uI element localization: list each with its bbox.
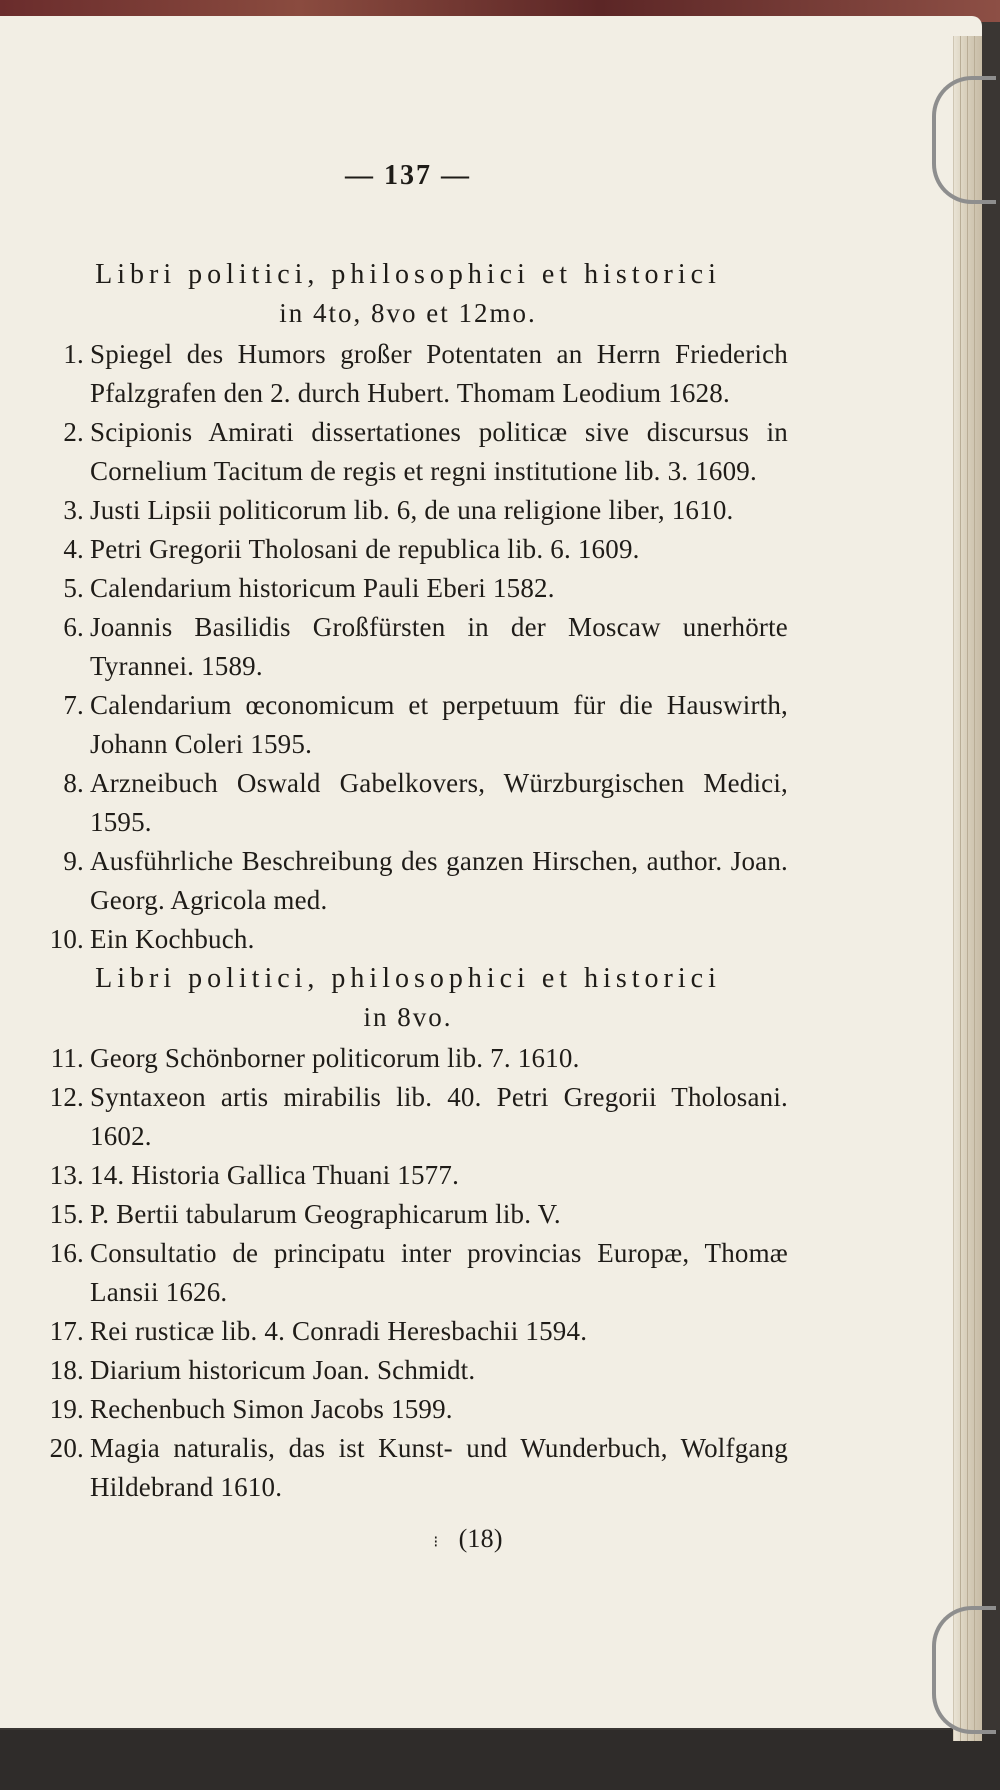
entry-number: 8. bbox=[63, 768, 84, 798]
clip-bottom-icon bbox=[932, 1606, 996, 1734]
list-item bbox=[28, 1312, 788, 1351]
section-heading: Libri politici, philosophici et historici bbox=[95, 963, 721, 994]
entry-text: Petri Gregorii Tholosani de republica lib. 6. 1609. bbox=[90, 534, 640, 564]
background-surface bbox=[0, 1730, 1000, 1790]
entry-text: P. Bertii tabularum Geographicarum lib. V. bbox=[90, 1199, 561, 1229]
entry-number: 17. bbox=[49, 1316, 84, 1346]
section-octavo bbox=[28, 959, 788, 1507]
entry-number: 7. bbox=[63, 690, 84, 720]
list-item bbox=[28, 1234, 788, 1312]
section-subheading: in 8vo. bbox=[363, 1002, 453, 1032]
entry-text: Consultatio de principatu inter provincias Europæ, Thomæ Lansii 1626. bbox=[90, 1238, 788, 1307]
book-page bbox=[0, 16, 982, 1728]
entry-number: 3. bbox=[63, 495, 84, 525]
clip-top-icon bbox=[932, 76, 996, 204]
section-quarto bbox=[28, 255, 788, 959]
entry-number: 9. bbox=[63, 846, 84, 876]
entry-number: 4. bbox=[63, 534, 84, 564]
list-item bbox=[28, 530, 788, 569]
entry-number: 13. bbox=[49, 1160, 84, 1190]
entry-text: Arzneibuch Oswald Gabelkovers, Würzburgischen Medici, 1595. bbox=[90, 768, 788, 837]
entry-number: 1. bbox=[63, 339, 84, 369]
list-item bbox=[28, 1429, 788, 1507]
entry-list bbox=[28, 1039, 788, 1507]
entry-text: Rechenbuch Simon Jacobs 1599. bbox=[90, 1394, 453, 1424]
entry-text: Scipionis Amirati dissertationes politicæ sive discursus in Cornelium Tacitum de regis et regni institutione lib. 3. 1609. bbox=[90, 417, 788, 486]
list-item bbox=[28, 1156, 788, 1195]
list-item bbox=[28, 413, 788, 491]
entry-text: Ein Kochbuch. bbox=[90, 924, 255, 954]
entry-text: Calendarium historicum Pauli Eberi 1582. bbox=[90, 573, 555, 603]
entry-text: Syntaxeon artis mirabilis lib. 40. Petri Gregorii Tholosani. 1602. bbox=[90, 1082, 788, 1151]
list-item bbox=[28, 920, 788, 959]
list-item bbox=[28, 1078, 788, 1156]
entry-number: 5. bbox=[63, 573, 84, 603]
entry-text: Justi Lipsii politicorum lib. 6, de una religione liber, 1610. bbox=[90, 495, 734, 525]
page-content bbox=[28, 156, 788, 1562]
entry-list bbox=[28, 335, 788, 959]
section-subheading: in 4to, 8vo et 12mo. bbox=[279, 298, 537, 328]
entry-number: 12. bbox=[49, 1082, 84, 1112]
entry-number: 16. bbox=[49, 1238, 84, 1268]
entry-text: Rei rusticæ lib. 4. Conradi Heresbachii 1594. bbox=[90, 1316, 588, 1346]
entry-text: Georg Schönborner politicorum lib. 7. 1610. bbox=[90, 1043, 580, 1073]
signature-mark bbox=[28, 1519, 788, 1562]
entry-text: Ausführliche Beschreibung des ganzen Hirschen, author. Joan. Georg. Agricola med. bbox=[90, 846, 788, 915]
entry-text: 14. Historia Gallica Thuani 1577. bbox=[90, 1160, 460, 1190]
entry-number: 6. bbox=[63, 612, 84, 642]
page-number: — 137 — bbox=[345, 160, 471, 191]
signature-text: (18) bbox=[458, 1524, 503, 1553]
entry-text: Joannis Basilidis Großfürsten in der Moscaw unerhörte Tyrannei. 1589. bbox=[90, 612, 788, 681]
list-item bbox=[28, 608, 788, 686]
entry-number: 2. bbox=[63, 417, 84, 447]
entry-text: Magia naturalis, das ist Kunst- und Wunderbuch, Wolfgang Hildebrand 1610. bbox=[90, 1433, 788, 1502]
ink-mark: ⁝ bbox=[433, 1534, 439, 1551]
section-heading: Libri politici, philosophici et historici bbox=[95, 259, 721, 290]
entry-number: 18. bbox=[49, 1355, 84, 1385]
list-item bbox=[28, 335, 788, 413]
list-item bbox=[28, 842, 788, 920]
list-item bbox=[28, 1039, 788, 1078]
entry-number: 15. bbox=[49, 1199, 84, 1229]
entry-number: 20. bbox=[49, 1433, 84, 1463]
entry-text: Spiegel des Humors großer Potentaten an Herrn Friederich Pfalzgrafen den 2. durch Hubert. Thomam Leodium 1628. bbox=[90, 339, 788, 408]
entry-number: 11. bbox=[50, 1043, 84, 1073]
entry-text: Calendarium œconomicum et perpetuum für die Hauswirth, Johann Coleri 1595. bbox=[90, 690, 788, 759]
list-item bbox=[28, 491, 788, 530]
list-item bbox=[28, 1195, 788, 1234]
entry-text: Diarium historicum Joan. Schmidt. bbox=[90, 1355, 476, 1385]
list-item bbox=[28, 569, 788, 608]
entry-number: 19. bbox=[49, 1394, 84, 1424]
list-item bbox=[28, 1390, 788, 1429]
list-item bbox=[28, 764, 788, 842]
entry-number: 10. bbox=[49, 924, 84, 954]
list-item bbox=[28, 686, 788, 764]
page-fore-edge bbox=[953, 36, 982, 1741]
list-item bbox=[28, 1351, 788, 1390]
